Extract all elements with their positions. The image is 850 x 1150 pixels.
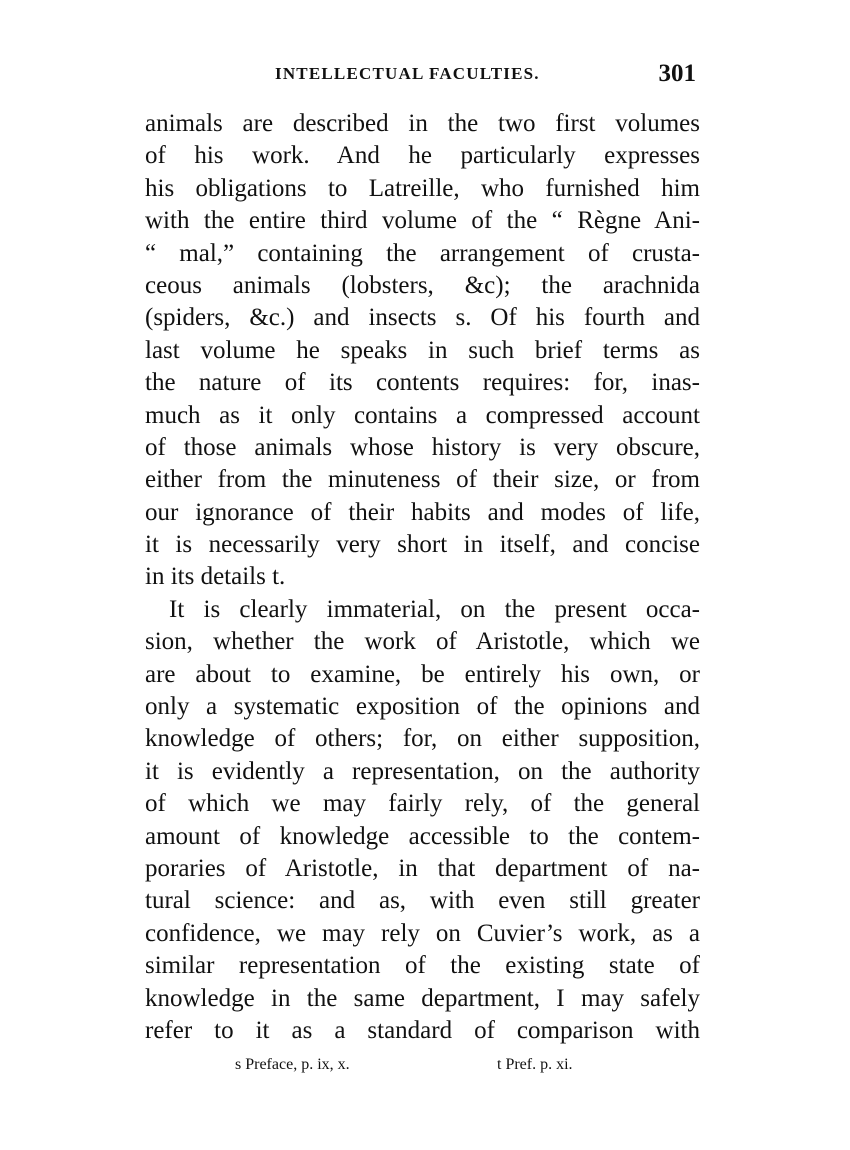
text-line: confidence, we may rely on Cuvier’s work, as a bbox=[145, 919, 700, 947]
text-line: refer to it as a standard of comparison with bbox=[145, 1016, 700, 1044]
text-line: in its details t. bbox=[145, 563, 286, 591]
text-line: much as it only contains a compressed account bbox=[145, 401, 700, 429]
text-line: amount of knowledge accessible to the contem- bbox=[145, 822, 700, 850]
text-line: similar representation of the existing state of bbox=[145, 952, 700, 980]
text-line: his obligations to Latreille, who furnished him bbox=[145, 174, 700, 202]
text-line: are about to examine, be entirely his own, or bbox=[145, 660, 700, 688]
text-line: last volume he speaks in such brief terms as bbox=[145, 336, 700, 364]
text-line: knowledge of others; for, on either supposition, bbox=[145, 725, 700, 753]
text-line: it is necessarily very short in itself, and concise bbox=[145, 531, 700, 559]
text-line: either from the minuteness of their size, or from bbox=[145, 466, 700, 494]
paragraph-start-line: It is clearly immaterial, on the present occa- bbox=[169, 595, 700, 623]
text-line: with the entire third volume of the “ Règne Ani- bbox=[145, 207, 700, 235]
running-head: INTELLECTUAL FACULTIES. bbox=[275, 64, 540, 83]
text-line: sion, whether the work of Aristotle, which we bbox=[145, 628, 700, 656]
text-line: it is evidently a representation, on the authority bbox=[145, 757, 700, 785]
text-line: ceous animals (lobsters, &c); the arachnida bbox=[145, 271, 700, 299]
footnote-s: s Preface, p. ix, x. bbox=[235, 1056, 350, 1073]
body-text bbox=[145, 108, 700, 1047]
text-line: of which we may fairly rely, of the general bbox=[145, 790, 700, 818]
text-line: animals are described in the two first volumes bbox=[145, 110, 700, 137]
page-header bbox=[145, 60, 700, 94]
text-line: of those animals whose history is very obscure, bbox=[145, 433, 700, 461]
text-line: the nature of its contents requires: for, inas- bbox=[145, 369, 700, 397]
text-line: “ mal,” containing the arrangement of crusta- bbox=[145, 239, 700, 267]
text-line: (spiders, &c.) and insects s. Of his fourth and bbox=[145, 304, 700, 332]
text-line: poraries of Aristotle, in that department of na- bbox=[145, 854, 700, 882]
text-line: knowledge in the same department, I may safely bbox=[145, 984, 700, 1012]
text-line: our ignorance of their habits and modes of life, bbox=[145, 498, 700, 526]
footnotes bbox=[145, 1053, 700, 1077]
text-line: only a systematic exposition of the opinions and bbox=[145, 693, 700, 721]
text-line: of his work. And he particularly expresses bbox=[145, 142, 700, 170]
text-line: tural science: and as, with even still greater bbox=[145, 887, 700, 915]
page-number: 301 bbox=[658, 60, 696, 87]
footnote-t: t Pref. p. xi. bbox=[497, 1056, 573, 1073]
